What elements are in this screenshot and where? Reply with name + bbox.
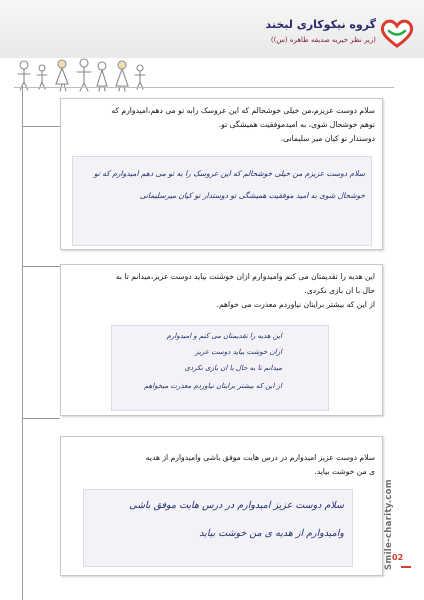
site-url: Smile-charity.com xyxy=(384,479,394,571)
connector-3 xyxy=(22,418,60,419)
handwriting-1-line-1: سلام دوست عزیزم من خیلی خوشحالم که این عروسک را به تو می دهم امیدوارم که تو xyxy=(93,169,365,178)
handwritten-letter-1-scan xyxy=(72,156,372,246)
org-logo xyxy=(264,16,414,52)
letter-1-line-2: توهم خوشحال شوی، به امیدموفقیت همیشگی تو. xyxy=(218,120,375,129)
connector-2 xyxy=(22,266,60,267)
family-figures-icon xyxy=(14,56,154,94)
connector-1 xyxy=(22,126,60,127)
handwritten-letter-3-scan xyxy=(83,489,353,567)
handwriting-2-line-1: این هدیه را تقدیمتان می کنم و امیدوارم xyxy=(166,332,282,340)
header-rule xyxy=(14,87,394,88)
handwriting-2-line-3: میدانم تا به حال با ان بازی نکردی xyxy=(184,364,282,372)
letter-3-line-2: ی من خوشت بیاید. xyxy=(314,467,375,476)
org-name: گروه نیکوکاری لبخند xyxy=(265,18,376,31)
heart-logo-icon xyxy=(380,18,414,48)
letter-1-line-1: سلام دوست عزیزم،من خیلی خوشحالم که این عروسک رابه تو می دهم،امیدوارم که xyxy=(111,106,375,115)
letter-card-3 xyxy=(60,436,383,576)
page-number-rule xyxy=(401,566,411,568)
letter-3-line-1: سلام دوست عزیز امیدوارم در درس هایت موفق باشی وامیدوارم از هدیه xyxy=(145,453,375,462)
org-subtitle: (زیر نظر خیریه صدیقه طاهره (س)) xyxy=(270,36,376,44)
letter-card-1 xyxy=(60,98,383,250)
handwriting-2-line-4: از این که بیشتر برایتان نیاوردم معذرت میخواهم xyxy=(143,382,282,390)
letter-1-line-3: دوستدار تو کیان میر سلیمانی. xyxy=(280,134,375,143)
handwriting-3-line-1: سلام دوست عزیز امیدوارم در درس هایت موفق باشی xyxy=(129,500,344,511)
handwriting-3-line-2: وامیدوارم از هدیه ی من خوشت بیاید xyxy=(199,528,344,539)
page-number: 02 xyxy=(392,553,404,562)
letter-2-line-1: این هدیه را تقدیمتان می کنم وامیدوارم ازان خوشتت بیاید دوست عزیز،میدانم تا به xyxy=(115,272,375,281)
timeline-line-lower xyxy=(22,418,23,600)
handwritten-letter-2-scan xyxy=(111,325,329,411)
handwriting-2-line-2: ازان خوشت بیاید دوست عزیز xyxy=(195,348,282,356)
handwriting-1-line-2: خوشحال شوی به امید موفقیت همیشگی تو دوستدار تو کیان میرسلیمانی xyxy=(139,191,365,200)
letter-2-line-2: حال با ان بازی نکردی. xyxy=(304,286,375,295)
letter-2-line-3: از این که بیشتر برایتان نیاوردم معذرت می خواهم. xyxy=(216,300,375,309)
letter-card-2 xyxy=(60,264,383,416)
